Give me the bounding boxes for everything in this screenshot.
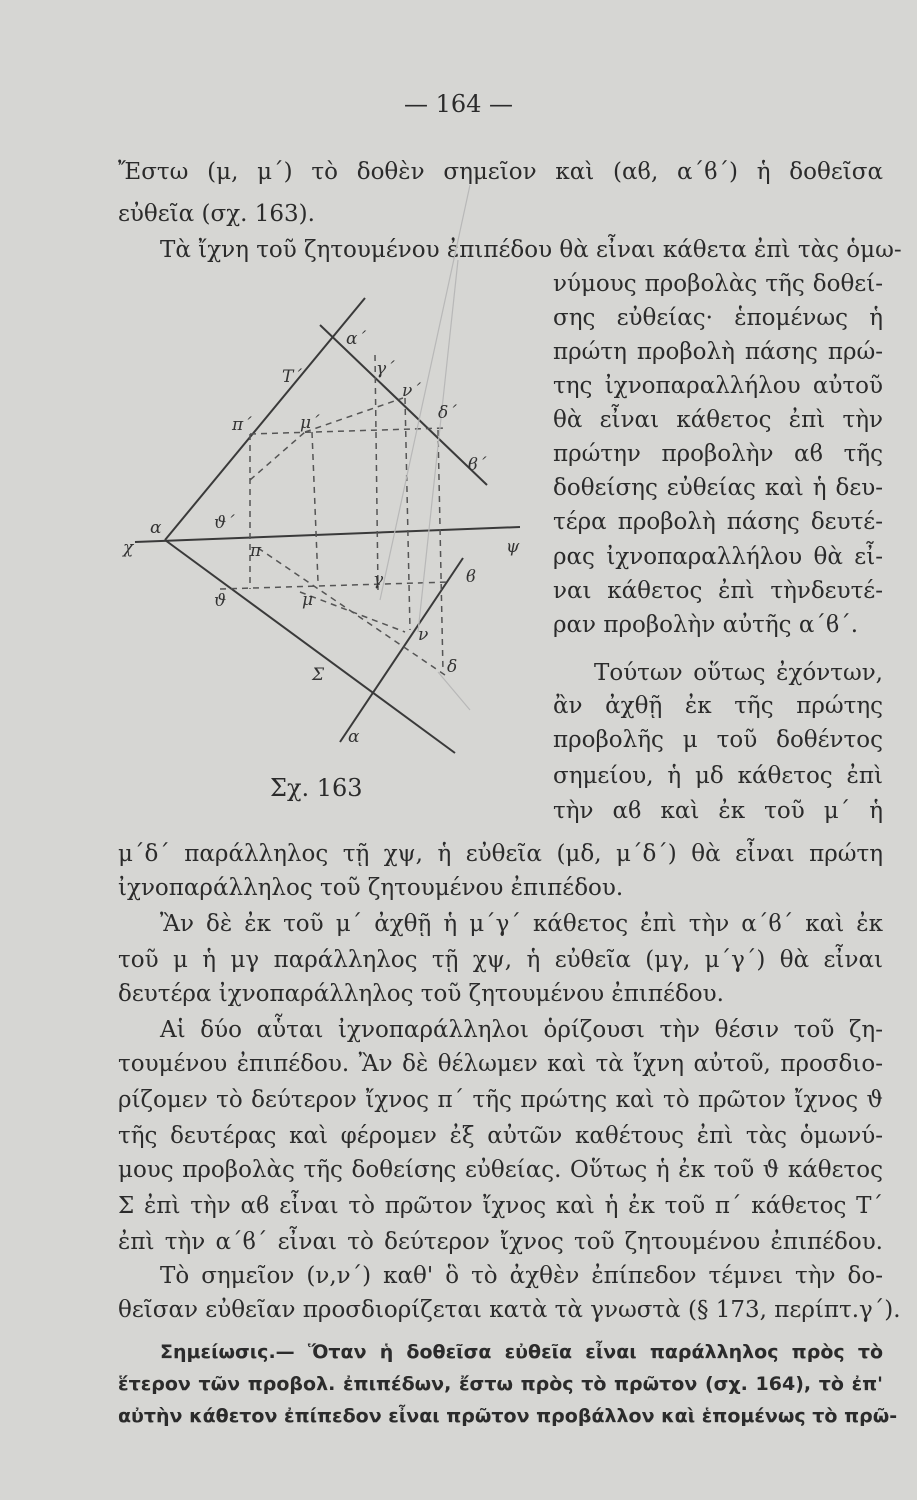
label: χ: [123, 538, 134, 558]
text-line: προβολῆς μ τοῦ δοθέντος: [553, 727, 883, 753]
label: ν: [418, 625, 429, 645]
label: π΄: [232, 415, 252, 435]
text-line: τὴν αϐ καὶ ἐκ τοῦ μ΄ ἡ: [553, 798, 883, 824]
note-line: αὐτὴν κάθετον ἐπίπεδον εἶναι πρῶτον προβάλλον καὶ ἑπομένως τὸ πρῶ-: [118, 1405, 898, 1427]
note-line: ἕτερον τῶν προβολ. ἐπιπέδων, ἔστω πρὸς τὸ πρῶτον (σχ. 164), τὸ ἐπ': [118, 1373, 883, 1395]
text-line: πρώτη προβολὴ πάσης πρώ-: [553, 339, 883, 365]
text-line: Αἱ δύο αὗται ἰχνοπαράλληλοι ὁρίζουσι τὴν θέσιν τοῦ ζη-: [160, 1017, 883, 1043]
text-line: τέρα προβολὴ πάσης δευτέ-: [553, 509, 883, 535]
label: ϑ: [214, 591, 227, 611]
text-line: Τὰ ἴχνη τοῦ ζητουμένου ἐπιπέδου θὰ εἶναι κάθετα ἐπὶ τὰς ὁμω-: [160, 237, 902, 263]
trace-T-prime: [320, 325, 487, 485]
label: γ: [373, 570, 384, 590]
text-line: θεῖσαν εὐθεῖαν προσδιορίζεται κατὰ τὰ γνωστὰ (§ 173, περίπτ.γ΄).: [118, 1297, 901, 1323]
text-line: Ἂν δὲ ἐκ τοῦ μ΄ ἀχθῇ ἡ μ΄γ΄ κάθετος ἐπὶ τὴν α΄ϐ΄ καὶ ἐκ: [160, 911, 883, 937]
text-line: Τούτων οὕτως ἐχόντων,: [594, 660, 883, 686]
text-line: πρώτην προβολὴν αϐ τῆς: [553, 441, 883, 467]
text-line: Ἔστω (μ, μ΄) τὸ δοθὲν σημεῖον καὶ (αϐ, α΄ϐ΄) ἡ δοθεῖσα: [118, 159, 883, 185]
text-line: εὐθεῖα (σχ. 163).: [118, 201, 315, 227]
figure-caption: Σχ. 163: [270, 774, 363, 802]
text-line: δευτέρα ἰχνοπαράλληλος τοῦ ζητουμένου ἐπιπέδου.: [118, 981, 724, 1007]
label: ϐ: [466, 567, 476, 587]
label: γ΄: [376, 359, 395, 379]
text-line: τοῦ μ ἡ μγ παράλληλος τῇ χψ, ἡ εὐθεῖα (μγ, μ΄γ΄) θὰ εἶναι: [118, 947, 883, 973]
label: π: [250, 541, 262, 561]
label: ψ: [506, 537, 520, 557]
text-line: ναι κάθετος ἐπὶ τὴνδευτέ-: [553, 578, 883, 604]
text-line: θὰ εἶναι κάθετος ἐπὶ τὴν: [553, 407, 883, 433]
label: Τ΄: [282, 367, 302, 387]
label: ϑ΄: [214, 513, 235, 533]
ground-line-xy: [135, 527, 520, 542]
text-line: της ἰχνοπαραλλήλου αὐτοῦ: [553, 373, 883, 399]
text-line: ραν προβολὴν αὐτῆς α΄ϐ΄.: [553, 612, 859, 638]
label: α: [348, 727, 360, 747]
label: ϐ΄: [468, 455, 487, 475]
label: Σ: [312, 665, 325, 685]
label: ν΄: [402, 381, 421, 401]
text-line: ρίζομεν τὸ δεύτερον ἴχνος π΄ τῆς πρώτης καὶ τὸ πρῶτον ἴχνος ϑ: [118, 1087, 883, 1113]
text-line: τουμένου ἐπιπέδου. Ἂν δὲ θέλωμεν καὶ τὰ ἴχνη αὐτοῦ, προσδιο-: [118, 1051, 883, 1077]
text-line: μ΄δ΄ παράλληλος τῇ χψ, ἡ εὐθεῖα (μδ, μ΄δ΄) θὰ εἶναι πρώτη: [118, 841, 883, 867]
text-line: νύμους προβολὰς τῆς δοθεί-: [553, 271, 883, 297]
text-line: τῆς δευτέρας καὶ φέρομεν ἐξ αὐτῶν καθέτους ἐπὶ τὰς ὁμωνύ-: [118, 1123, 883, 1149]
text-line: σης εὐθείας· ἑπομένως ἡ: [553, 305, 883, 331]
line-ab: [165, 540, 458, 753]
text-line: μους προβολὰς τῆς δοθείσης εὐθείας. Οὕτως ἡ ἐκ τοῦ ϑ κάθετος: [118, 1157, 883, 1183]
label: δ: [447, 657, 458, 677]
note-line: Σημείωσις.— Ὅταν ἡ δοθεῖσα εὐθεῖα εἶναι παράλληλος πρὸς τὸ: [160, 1341, 883, 1363]
line-a-prime-b-prime: [165, 298, 365, 540]
label: α: [150, 518, 162, 538]
page-number: — 164 —: [403, 90, 514, 118]
text-line: ἰχνοπαράλληλος τοῦ ζητουμένου ἐπιπέδου.: [118, 875, 624, 901]
text-line: σημείου, ἡ μδ κάθετος ἐπὶ: [553, 763, 883, 789]
label: μ΄: [300, 413, 320, 433]
label: δ΄: [438, 403, 457, 423]
text-line: Τὸ σημεῖον (ν,ν΄) καθ' ὃ τὸ ἀχθὲν ἐπίπεδον τέμνει τὴν δο-: [160, 1263, 883, 1289]
text-line: δοθείσης εὐθείας καὶ ἡ δευ-: [553, 475, 883, 501]
text-line: ρας ἰχνοπαραλλήλου θὰ εἶ-: [553, 544, 883, 570]
text-line: Σ ἐπὶ τὴν αϐ εἶναι τὸ πρῶτον ἴχνος καὶ ἡ ἐκ τοῦ π΄ κάθετος Τ΄: [118, 1193, 883, 1219]
label: μ: [302, 590, 314, 610]
text-line: ἂν ἀχθῇ ἐκ τῆς πρώτης: [553, 693, 883, 719]
text-line: ἐπὶ τὴν α΄ϐ΄ εἶναι τὸ δεύτερον ἴχνος τοῦ ζητουμένου ἐπιπέδου.: [118, 1229, 883, 1255]
label: α΄: [346, 329, 366, 349]
